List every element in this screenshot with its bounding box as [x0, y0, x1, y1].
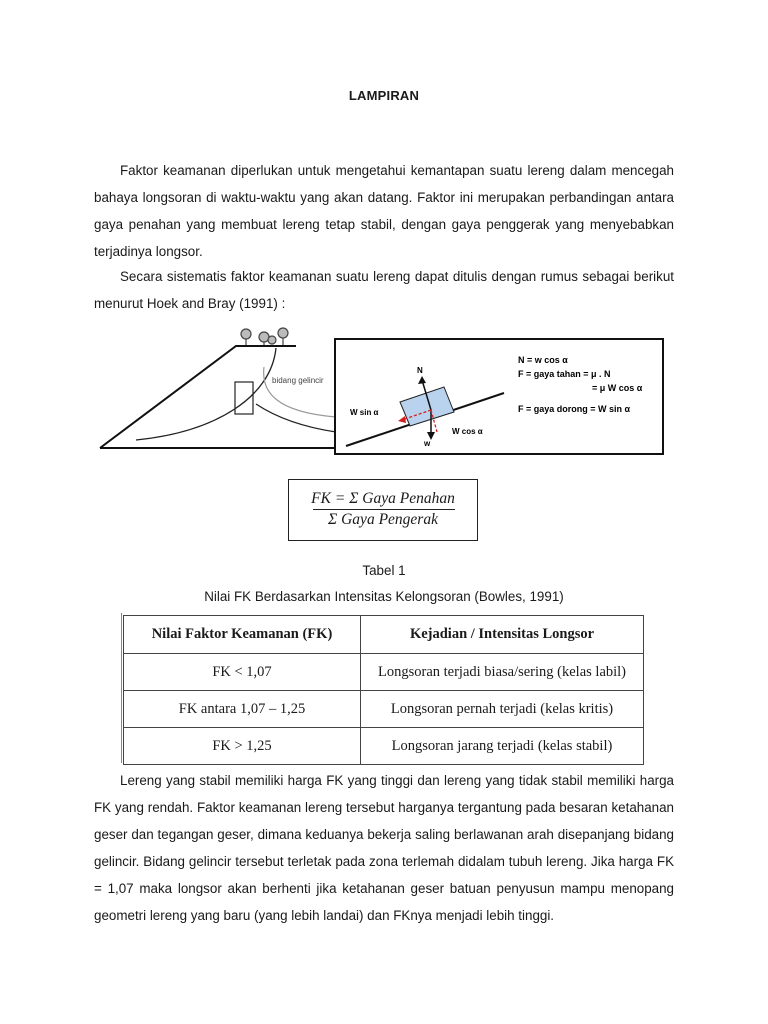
paragraph-intro: [94, 157, 674, 265]
table-header-cell: Kejadian / Intensitas Longsor: [361, 616, 644, 654]
weight-label: w: [424, 439, 431, 448]
paragraph-intro-text: Faktor keamanan diperlukan untuk mengetahui kemantapan suatu lereng dalam mencegah bahaya longsoran di waktu-waktu yang akan datang. Faktor ini merupakan perbandingan antara gaya penahan yang membuat lereng tetap stabil, dengan gaya penggerak yang menyebabkan terjadinya longsor.: [94, 163, 674, 259]
paragraph-discussion: [94, 767, 674, 929]
table-caption: Tabel 1: [362, 563, 406, 578]
table-scan-edge: [121, 613, 122, 763]
paragraph-formula-intro-text: Secara sistematis faktor keamanan suatu lereng dapat ditulis dengan rumus sebagai berikut menurut Hoek and Bray (1991) :: [94, 269, 674, 311]
normal-force-label: N: [417, 366, 423, 375]
w-sin-label: W sin α: [350, 408, 379, 417]
formula-denominator: Σ Gaya Pengerak: [328, 511, 438, 528]
equation-resisting-2: = μ W cos α: [592, 383, 643, 393]
force-diagram: [334, 338, 664, 455]
equation-resisting: F = gaya tahan = μ . N: [518, 369, 611, 379]
safety-factor-table: [123, 615, 644, 765]
equation-normal: N = w cos α: [518, 355, 568, 365]
table-title: Nilai FK Berdasarkan Intensitas Kelongsoran (Bowles, 1991): [204, 589, 564, 604]
tree-icon: [241, 328, 288, 346]
page-title: LAMPIRAN: [348, 88, 420, 103]
equation-driving: F = gaya dorong = W sin α: [518, 404, 631, 414]
table-cell: Longsoran jarang terjadi (kelas stabil): [361, 728, 644, 765]
formula-numerator: FK = Σ Gaya Penahan: [311, 490, 455, 507]
safety-factor-formula: [288, 479, 478, 541]
slip-plane-label: bidang gelincir: [272, 376, 324, 385]
table-cell: FK > 1,25: [124, 728, 361, 765]
table-header-row: [124, 616, 644, 654]
w-cos-label: W cos α: [452, 427, 483, 436]
paragraph-discussion-text: Lereng yang stabil memiliki harga FK yang tinggi dan lereng yang tidak stabil memiliki harga FK yang rendah. Faktor keamanan lereng tersebut harganya tergantung pada besaran ketahanan geser dan tegangan geser, dimana keduanya bekerja saling berlawanan arah disepanjang bidang gelincir. Bidang gelincir tersebut terletak pada zona terlemah didalam tubuh lereng. Jika harga FK = 1,07 maka longsor akan berhenti jika ketahanan geser batuan penyusun mampu menopang geometri lereng yang baru (yang lebih landai) dan FKnya menjadi lebih tinggi.: [94, 773, 674, 923]
paragraph-formula-intro: [94, 263, 674, 317]
table-cell: Longsoran terjadi biasa/sering (kelas labil): [361, 654, 644, 691]
table-row: [124, 728, 644, 765]
table-cell: FK antara 1,07 – 1,25: [124, 691, 361, 728]
table-cell: Longsoran pernah terjadi (kelas kritis): [361, 691, 644, 728]
fraction-bar: [313, 509, 455, 510]
slope-figure: [96, 322, 336, 454]
table-cell: FK < 1,07: [124, 654, 361, 691]
table-header-cell: Nilai Faktor Keamanan (FK): [124, 616, 361, 654]
table-row: [124, 654, 644, 691]
table-row: [124, 691, 644, 728]
